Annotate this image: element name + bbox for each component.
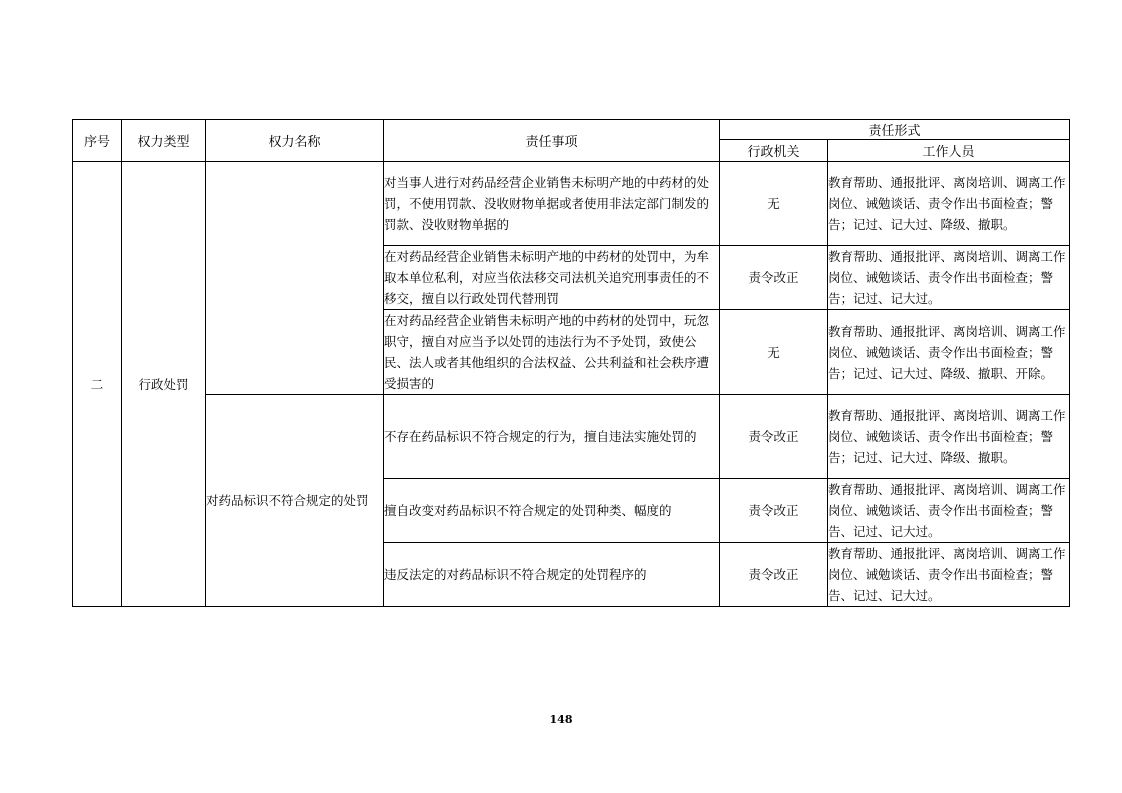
admin-org-cell: 无 xyxy=(720,162,828,246)
power-name-cell: 对药品标识不符合规定的处罚 xyxy=(206,395,384,607)
header-seq: 序号 xyxy=(73,120,122,162)
staff-cell: 教育帮助、通报批评、离岗培训、调离工作岗位、诫勉谈话、责令作出书面检查；警告、记过、记大过。 xyxy=(828,543,1070,607)
page-number: 148 xyxy=(549,713,573,726)
table-row xyxy=(73,395,1070,479)
table-row xyxy=(73,162,1070,246)
header-power-type: 权力类型 xyxy=(122,120,206,162)
admin-org-cell: 责令改正 xyxy=(720,246,828,310)
staff-cell: 教育帮助、通报批评、离岗培训、调离工作岗位、诫勉谈话、责令作出书面检查；警告；记过、记大过、降级、撤职、开除。 xyxy=(828,310,1070,395)
seq-cell: 二 xyxy=(73,162,122,607)
responsibility-cell: 在对药品经营企业销售未标明产地的中药材的处罚中，玩忽职守，擅自对应当予以处罚的违法行为不予处罚，致使公民、法人或者其他组织的合法权益、公共利益和社会秩序遭受损害的 xyxy=(384,310,720,395)
staff-cell: 教育帮助、通报批评、离岗培训、调离工作岗位、诫勉谈话、责令作出书面检查；警告、记过、记大过。 xyxy=(828,479,1070,543)
header-responsibility: 责任事项 xyxy=(384,120,720,162)
staff-cell: 教育帮助、通报批评、离岗培训、调离工作岗位、诫勉谈话、责令作出书面检查；警告；记过、记大过。 xyxy=(828,246,1070,310)
header-staff: 工作人员 xyxy=(828,140,1070,162)
responsibility-cell: 违反法定的对药品标识不符合规定的处罚程序的 xyxy=(384,543,720,607)
admin-org-cell: 责令改正 xyxy=(720,479,828,543)
header-form-group: 责任形式 xyxy=(720,120,1070,140)
responsibility-cell: 擅自改变对药品标识不符合规定的处罚种类、幅度的 xyxy=(384,479,720,543)
responsibility-table xyxy=(72,119,1070,607)
power-type-cell: 行政处罚 xyxy=(122,162,206,607)
admin-org-cell: 责令改正 xyxy=(720,395,828,479)
admin-org-cell: 无 xyxy=(720,310,828,395)
power-name-cell-empty xyxy=(206,162,384,395)
staff-cell: 教育帮助、通报批评、离岗培训、调离工作岗位、诫勉谈话、责令作出书面检查；警告；记过、记大过、降级、撤职。 xyxy=(828,162,1070,246)
admin-org-cell: 责令改正 xyxy=(720,543,828,607)
responsibility-cell: 在对药品经营企业销售未标明产地的中药材的处罚中，为牟取本单位私利，对应当依法移交司法机关追究刑事责任的不移交，擅自以行政处罚代替刑罚 xyxy=(384,246,720,310)
header-admin-org: 行政机关 xyxy=(720,140,828,162)
header-power-name: 权力名称 xyxy=(206,120,384,162)
staff-cell: 教育帮助、通报批评、离岗培训、调离工作岗位、诫勉谈话、责令作出书面检查；警告；记过、记大过、降级、撤职。 xyxy=(828,395,1070,479)
responsibility-cell: 对当事人进行对药品经营企业销售未标明产地的中药材的处罚，不使用罚款、没收财物单据或者使用非法定部门制发的罚款、没收财物单据的 xyxy=(384,162,720,246)
responsibility-cell: 不存在药品标识不符合规定的行为，擅自违法实施处罚的 xyxy=(384,395,720,479)
